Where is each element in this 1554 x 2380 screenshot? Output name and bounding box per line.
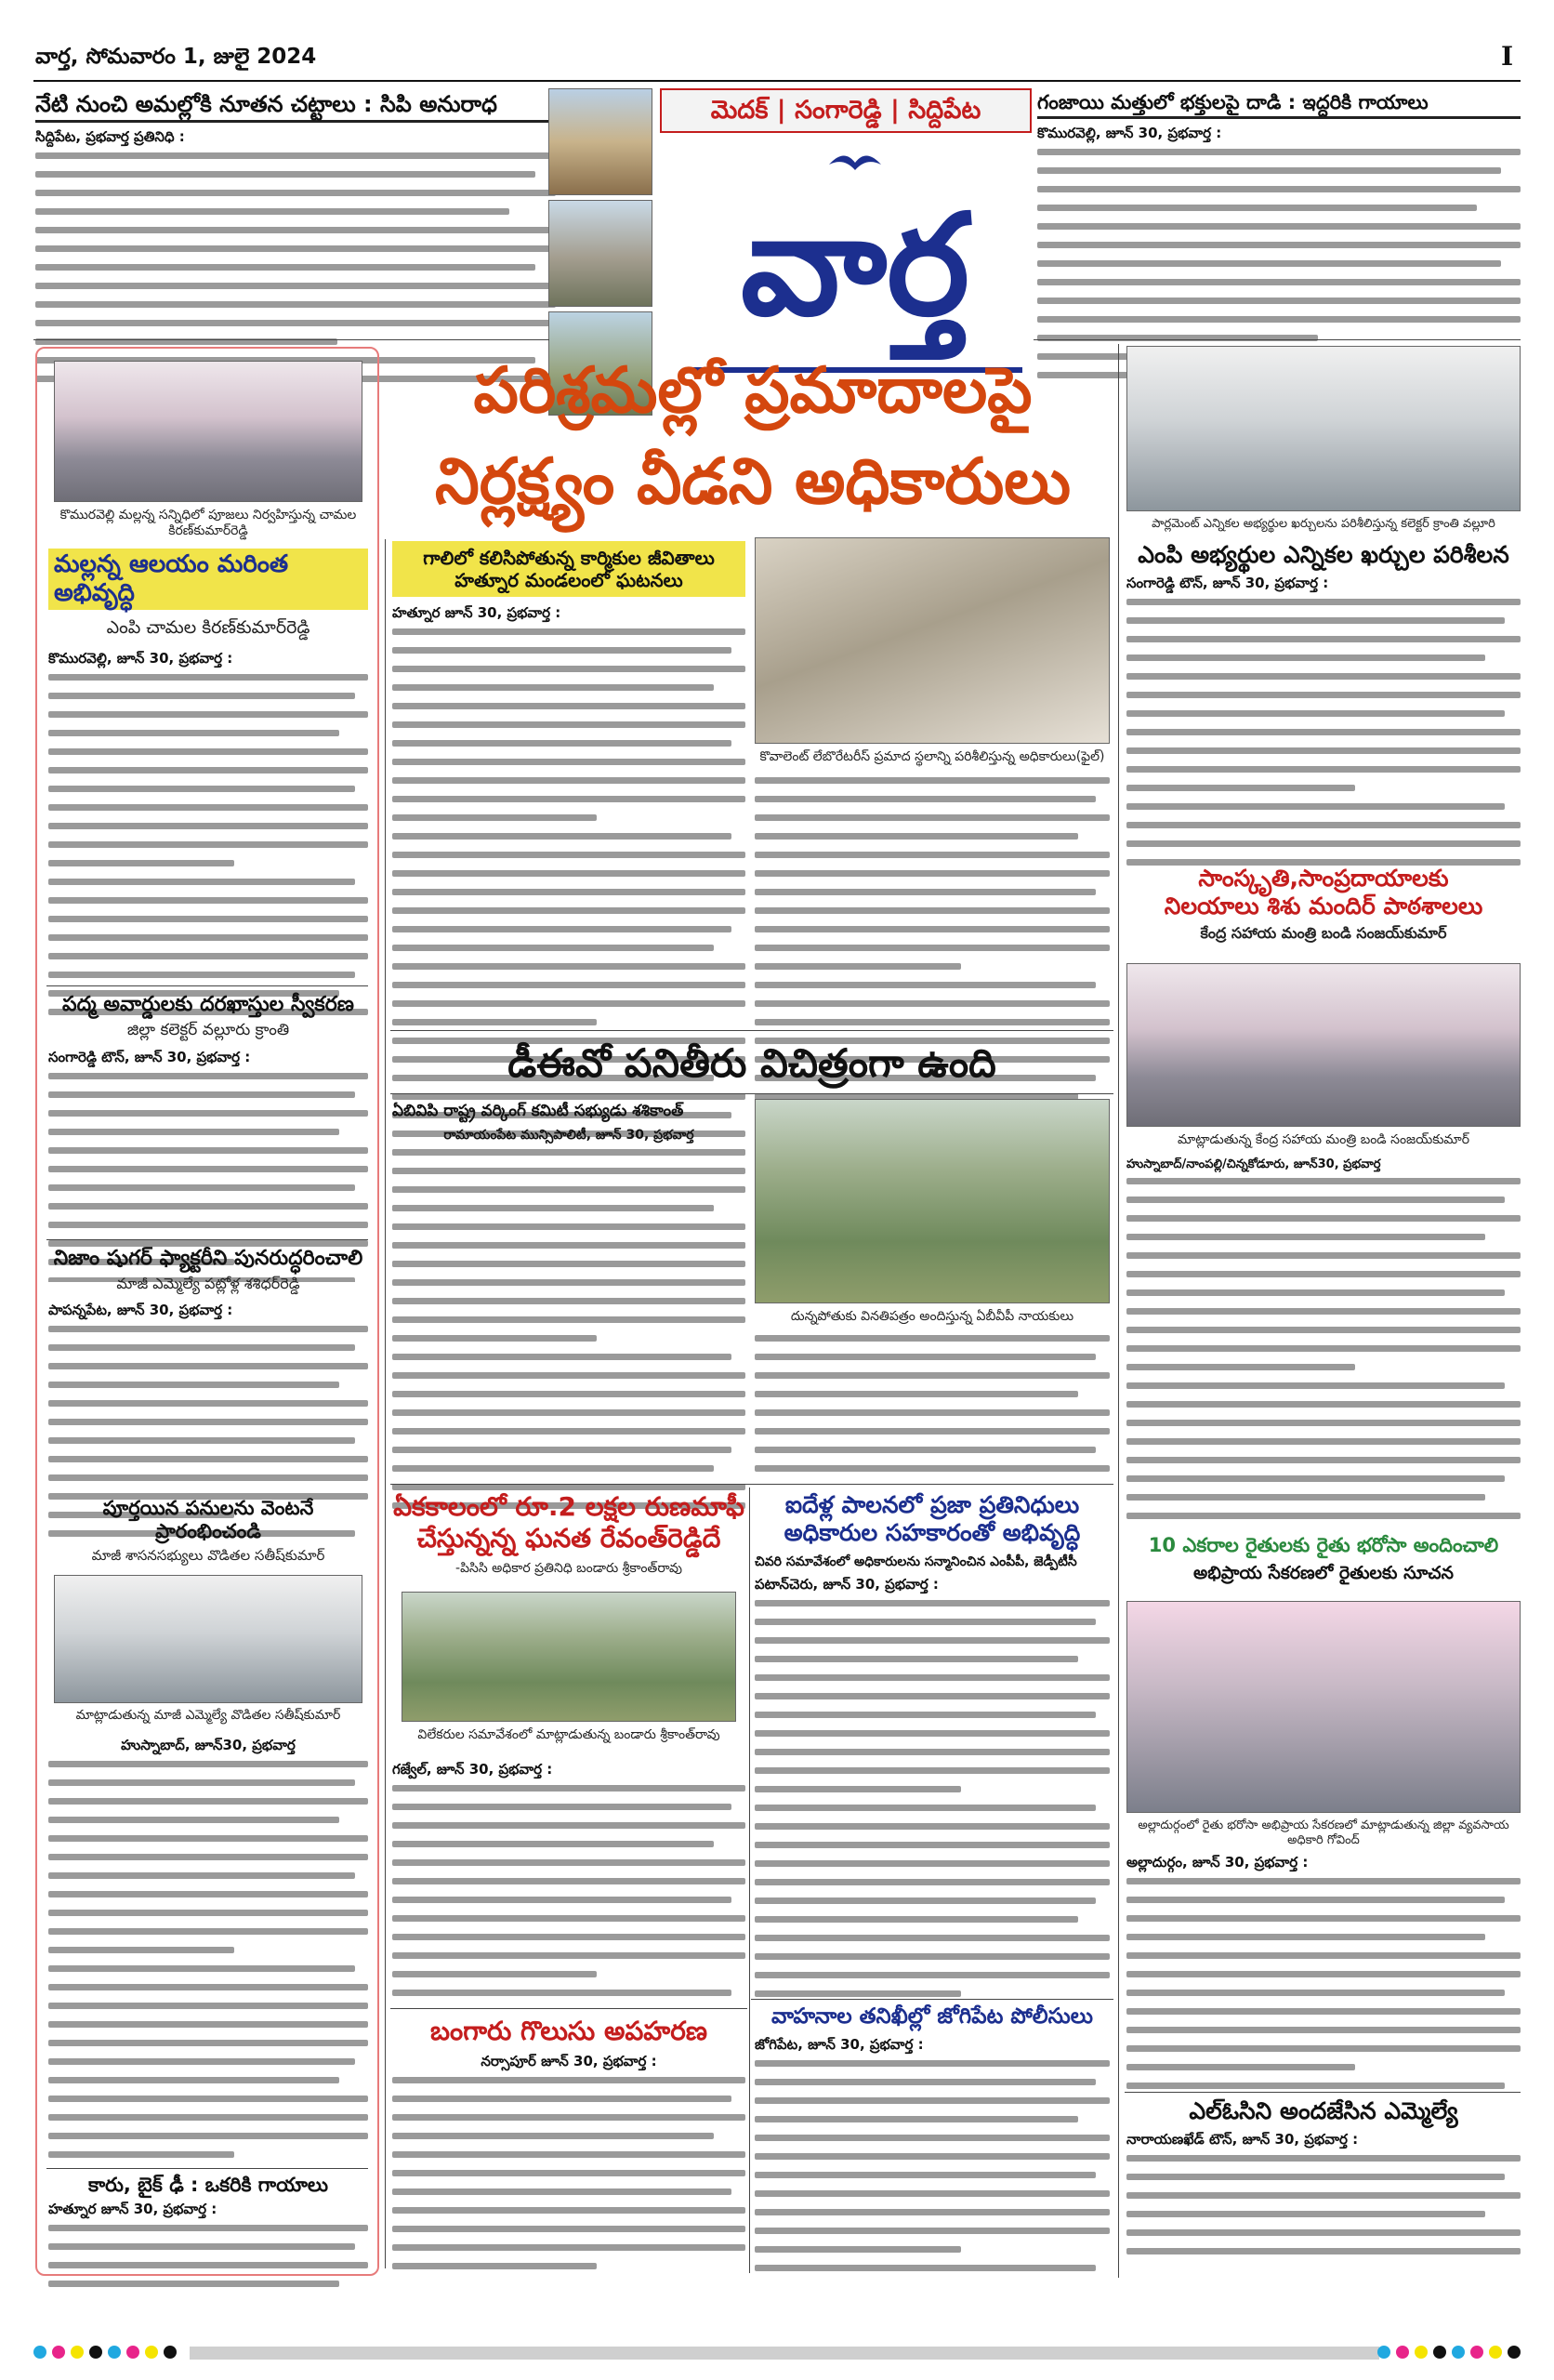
caption-deo: దున్నపోతుకు వినతిపత్రం అందిస్తున్న ఏబీవీపీ నాయకులు <box>790 1309 1074 1324</box>
caption-mallanna: కొమురవెల్లి మల్లన్న సన్నిధిలో పూజలు నిర్వహిస్తున్న చామల కిరణ్‌కుమార్‌రెడ్డి <box>59 508 357 538</box>
byline-development: చివరి సమావేశంలో అధికారులను సన్మానించిన ఎంపీపీ, జెడ్పీటీసీ <box>755 1554 1077 1569</box>
section-rule <box>390 1093 1113 1094</box>
footer-gray-bar <box>190 2347 1379 2360</box>
gas-headline-box <box>392 541 745 597</box>
footer-color-bar <box>33 2343 1521 2365</box>
body-text <box>48 1761 368 2170</box>
nameplate-photo-temple <box>548 88 652 195</box>
headline-loan-1: ఏకకాలంలో రూ.2 లక్షల రుణమాఫీ <box>393 1491 744 1522</box>
article-deo <box>390 1034 1113 1094</box>
dateline-gold: నర్సాపూర్ జూన్ 30, ప్రభవార్త : <box>481 2052 657 2069</box>
registration-dots-left <box>33 2346 177 2359</box>
photo-bharosa <box>1126 1601 1521 1813</box>
color-dot <box>164 2346 177 2359</box>
body-text <box>1126 2155 1521 2276</box>
byline-loan: -పిసిసి అధికార ప్రతినిధి బండారు శ్రీకాంత్‌రావు <box>455 1561 682 1577</box>
headline-laws: నేటి నుంచి అమల్లోకి నూతన చట్టాలు : సిపి అనురాధ <box>35 91 497 117</box>
headline-ganja: గంజాయి మత్తులో భక్తులపై దాడి : ఇద్దరికి గాయాలు <box>1037 91 1429 113</box>
headline-shishu-1: సాంస్కృతి,సాంప్రదాయాలకు <box>1198 865 1449 892</box>
byline-mallanna: ఎంపి చామల కిరణ్‌కుమార్‌రెడ్డి <box>106 617 310 639</box>
byline-shishu: కేంద్ర సహాయ మంత్రి బండి సంజయ్‌కుమార్ <box>1200 924 1447 942</box>
paper-name: వార్త <box>740 183 970 347</box>
column-rule <box>1118 344 1119 2278</box>
section-rule <box>46 2168 368 2169</box>
photo-mallanna <box>54 361 362 502</box>
photo-shishu <box>1126 963 1521 1127</box>
photo-works <box>54 1575 362 1703</box>
dateline-works: హుస్నాబాద్, జూన్30, ప్రభవార్త <box>121 1737 296 1753</box>
article-shishu-body <box>1126 1157 1521 1536</box>
byline-padma: జిల్లా కలెక్టర్ వల్లూరు క్రాంతి <box>126 1021 290 1040</box>
article-ganja <box>1037 91 1521 381</box>
underline <box>35 120 556 123</box>
headline-bharosa: 10 ఎకరాల రైతులకు రైతు భరోసా అందించాలి <box>1148 1534 1499 1556</box>
byline-works: మాజీ శాసనసభ్యులు వొడితల సతీష్‌కుమార్ <box>91 1547 325 1565</box>
article-election <box>1126 541 1521 887</box>
body-text <box>48 2225 368 2294</box>
article-works-body <box>48 1737 368 2170</box>
caption-election: పార్లమెంట్ ఎన్నికల అభ్యర్థుల ఖర్చులను పరిశీలిస్తున్న కలెక్టర్ క్రాంతి వల్లూరి <box>1152 517 1495 531</box>
headline-shishu-2: నిలయాలు శిశు మందిర్ పాఠశాలలు <box>1164 892 1483 919</box>
dateline-laws: సిద్దిపేట, ప్రభవార్త ప్రతినిధి : <box>35 127 185 145</box>
registration-dots-right <box>1377 2346 1521 2359</box>
dateline-gas: హత్నూర జూన్ 30, ప్రభవార్త : <box>392 604 561 621</box>
section-rule <box>1125 2092 1521 2093</box>
color-dot <box>1377 2346 1390 2359</box>
date-line: వార్త, సోమవారం 1, జులై 2024 <box>35 45 317 69</box>
dateline-loan: గజ్వేల్, జూన్ 30, ప్రభవార్త : <box>392 1761 553 1778</box>
headline-development-2: అధికారుల సహకారంతో అభివృద్ధి <box>784 1519 1081 1546</box>
article-deo-body <box>392 1102 745 1521</box>
headline-works: పూర్తయిన పనులను వెంటనే ప్రారంభించండి <box>102 1497 314 1543</box>
article-development <box>755 1491 1110 2009</box>
section-rule <box>390 2008 747 2009</box>
dateline-ganja: కొమురవెల్లి, జూన్ 30, ప్రభవార్త : <box>1037 125 1222 142</box>
headline-loan-2: చేస్తున్నన్న ఘనత రేవంత్‌రెడ్డిదే <box>416 1522 721 1554</box>
headline-gas-2: హత్నూర మండలంలో ఘటనలు <box>454 569 683 591</box>
color-dot <box>52 2346 65 2359</box>
section-rule <box>1034 339 1521 340</box>
caption-shishu: మాట్లాడుతున్న కేంద్ర సహాయ మంత్రి బండి సంజయ్‌కుమార్ <box>1177 1132 1470 1147</box>
masthead-rule <box>33 80 1521 82</box>
dateline-lic: నారాయణఖేడ్ టౌన్, జూన్ 30, ప్రభవార్త : <box>1126 2131 1359 2148</box>
dateline-nizam: పాపన్నపేట, జూన్ 30, ప్రభవార్త : <box>48 1302 233 1319</box>
dateline-mallanna: కొమురవెల్లి, జూన్ 30, ప్రభవార్త : <box>48 650 233 668</box>
headline-nizam: నిజాం షుగర్ ఫ్యాక్టరీని పునరుద్ధరించాలి <box>53 1247 363 1270</box>
article-laws <box>35 91 556 385</box>
article-accident <box>48 2174 368 2294</box>
article-vehicle <box>755 2004 1110 2293</box>
article-lic <box>1126 2097 1521 2276</box>
underline <box>1037 116 1521 119</box>
color-dot <box>1489 2346 1502 2359</box>
byline-nizam: మాజీ ఎమ్మెల్యే పట్లోళ్ల శశిధర్‌రెడ్డి <box>116 1275 300 1293</box>
caption-loan: విలేకరుల సమావేశంలో మాట్లాడుతున్న బండారు శ్రీకాంత్‌రావు <box>417 1727 720 1742</box>
dateline-bharosa: అల్లాదుర్గం, జూన్ 30, ప్రభవార్త : <box>1126 1854 1309 1871</box>
headline-gas-1: గాలిలో కలిసిపోతున్న కార్మికుల జీవితాలు <box>423 547 715 569</box>
headline-vehicle: వాహనాల తనిఖీల్లో జోగిపేట పోలీసులు <box>771 2004 1093 2029</box>
color-dot <box>1396 2346 1409 2359</box>
article-loan <box>392 1491 745 1579</box>
column-rule <box>749 1488 750 2273</box>
body-text <box>392 2077 745 2286</box>
dateline-election: సంగారెడ్డి టౌన్, జూన్ 30, ప్రభవార్త : <box>1126 575 1329 591</box>
color-dot <box>108 2346 121 2359</box>
color-dot <box>1433 2346 1446 2359</box>
body-text <box>392 1785 745 2008</box>
column-rule <box>385 539 386 2268</box>
article-works <box>48 1497 368 1567</box>
dateline-padma: సంగారెడ్డి టౌన్, జూన్ 30, ప్రభవార్త : <box>48 1049 251 1066</box>
headline-deo: డీఈవో పనితీరు విచిత్రంగా ఉంది <box>507 1040 996 1086</box>
color-dot <box>33 2346 46 2359</box>
dateline-shishu: హుస్నాబాద్/నాంపల్లి/చిన్నకోడూరు, జూన్30, ప్రభవార్త <box>1126 1157 1381 1171</box>
subhead-bharosa: అభిప్రాయ సేకరణలో రైతులకు సూచన <box>1193 1563 1454 1584</box>
color-dot <box>71 2346 84 2359</box>
caption-gas: కొవాలెంట్ లేబొరేటరీస్ ప్రమాద స్థలాన్ని పరిశీలిస్తున్న అధికారులు(ఫైల్) <box>759 749 1105 764</box>
body-text <box>1126 1178 1521 1536</box>
article-gold <box>392 2016 745 2286</box>
headline-accident: కారు, బైక్ ఢీ : ఒకరికి గాయాలు <box>87 2174 329 2196</box>
body-text <box>48 674 368 1032</box>
color-dot <box>1508 2346 1521 2359</box>
banner-line-1: పరిశ్రమల్లో ప్రమాదాలపై <box>473 354 1033 428</box>
caption-works: మాట్లాడుతున్న మాజీ ఎమ్మెల్యే వొడితల సతీష్‌కుమార్ <box>75 1708 341 1723</box>
article-bharosa <box>1126 1534 1521 1584</box>
color-dot <box>126 2346 139 2359</box>
color-dot <box>1470 2346 1483 2359</box>
body-text <box>392 1149 745 1521</box>
photo-gas <box>755 537 1110 744</box>
article-loan-body <box>392 1761 745 2008</box>
page-number: I <box>1501 41 1514 72</box>
district-strip: మెదక్ | సంగారెడ్డి | సిద్దిపేట <box>660 88 1032 133</box>
headline-mallanna: మల్లన్న ఆలయం మరింత అభివృద్ధి <box>48 549 368 610</box>
photo-deo <box>755 1099 1110 1303</box>
caption-bharosa: అల్లాదుర్గంలో రైతు భరోసా అభిప్రాయ సేకరణలో మాట్లాడుతున్న జిల్లా వ్యవసాయ అధికారి గోవింద్ <box>1138 1818 1509 1847</box>
section-rule <box>390 1484 1113 1485</box>
section-rule <box>46 985 368 986</box>
headline-development-1: ఐదేళ్ల పాలనలో ప్రజా ప్రతినిధులు <box>784 1491 1080 1518</box>
dateline-vehicle: జోగిపేట, జూన్ 30, ప్రభవార్త : <box>755 2035 924 2053</box>
color-dot <box>89 2346 102 2359</box>
body-text <box>755 2060 1110 2293</box>
article-mallanna <box>48 549 368 1032</box>
banner-line-2: నిర్లక్ష్యం వీడని అధికారులు <box>435 445 1071 519</box>
dateline-accident: హత్నూర జూన్ 30, ప్రభవార్త : <box>48 2201 217 2218</box>
photo-loan <box>402 1592 736 1722</box>
headline-lic: ఎల్ఓసిని అందజేసిన ఎమ్మెల్యే <box>1189 2097 1458 2124</box>
subhead-deo: ఏబివిపి రాష్ట్ర వర్కింగ్ కమిటీ సభ్యుడు శశికాంత్ <box>392 1102 684 1120</box>
body-text <box>755 1335 1110 1474</box>
section-rule <box>46 1239 368 1240</box>
section-rule <box>390 1030 1113 1031</box>
section-rule <box>751 1999 1113 2000</box>
section-rule <box>33 339 549 340</box>
dateline-development: పటాన్‌చెరు, జూన్ 30, ప్రభవార్త : <box>755 1575 939 1593</box>
body-text <box>1126 1878 1521 2101</box>
color-dot <box>1415 2346 1428 2359</box>
headline-election: ఎంపి అభ్యర్థుల ఎన్నికల ఖర్చుల పరిశీలన <box>1138 541 1509 568</box>
article-shishu <box>1126 865 1521 945</box>
headline-padma: పద్మ అవార్డులకు దరఖాస్తుల స్వీకరణ <box>62 993 354 1016</box>
banner-headline <box>390 346 1115 536</box>
article-deo-col2 <box>755 1335 1110 1474</box>
body-text <box>1126 599 1521 887</box>
color-dot <box>145 2346 158 2359</box>
body-text <box>755 1600 1110 2009</box>
nameplate-photo-clocktower <box>548 200 652 307</box>
photo-election <box>1126 346 1521 511</box>
dateline-deo: రామాయంపేట మున్సిపాలిటీ, జూన్ 30, ప్రభవార్త <box>443 1128 694 1144</box>
color-dot <box>1452 2346 1465 2359</box>
article-bharosa-body <box>1126 1854 1521 2101</box>
headline-gold: బంగారు గొలుసు అపహరణ <box>430 2016 707 2046</box>
